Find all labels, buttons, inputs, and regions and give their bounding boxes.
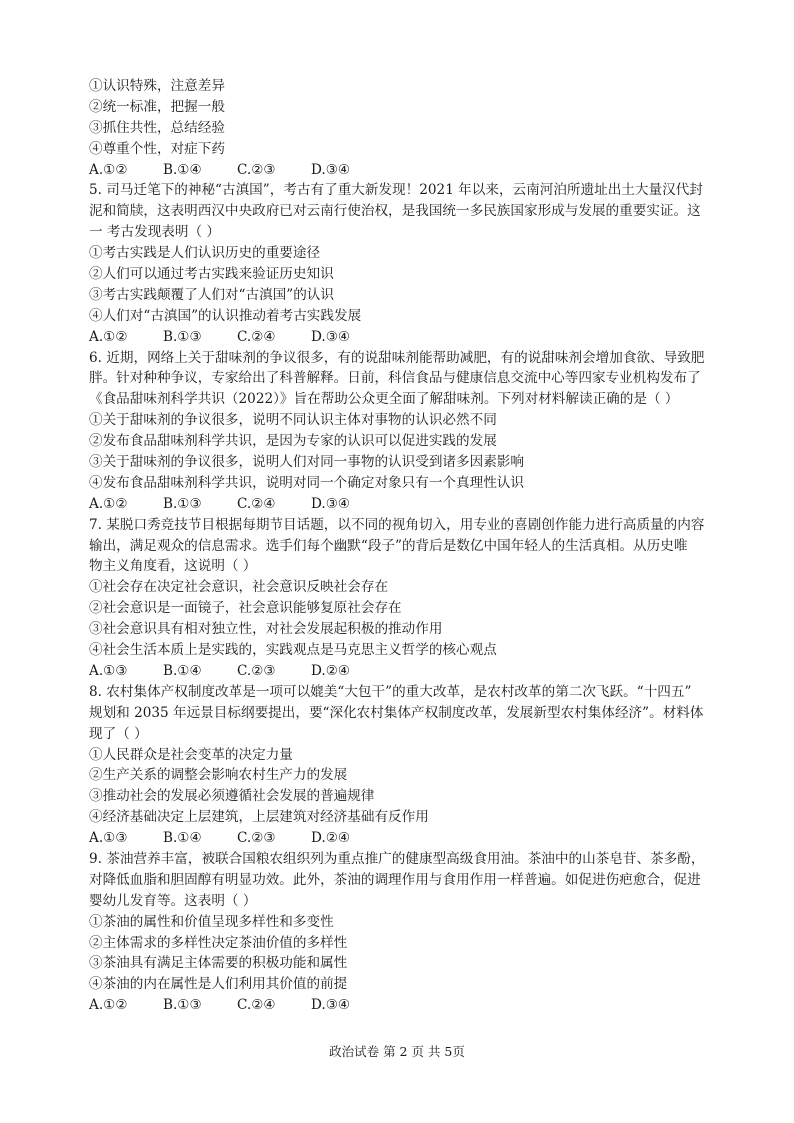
question-stem: 输出，满足观众的信息需求。选手们每个幽默“段子”的背后是数亿中国年轻人的生活真相。从历史唯 [89,537,688,554]
option-item: ③考古实践颠覆了人们对“古滇国”的认识 [89,286,334,303]
choice-b: B.①③ [163,328,202,345]
choice-b: B.①③ [163,997,202,1014]
page-footer: 政治试卷 第 2 页 共 5页 [329,1044,465,1059]
option-item: ④尊重个性，对症下药 [89,140,225,157]
question-stem: 规划和 2035 年远景目标纲要提出，要“深化农村集体产权制度改革，发展新型农村集体经济”。材料体 [89,704,704,721]
choice-c: C.②③ [237,662,276,679]
question-8 [89,682,729,849]
option-item: ①茶油的属性和价值呈现多样性和多变性 [89,913,334,930]
choice-b: B.①④ [163,161,202,178]
choice-d: D.②④ [311,662,351,679]
choice-d: D.③④ [311,328,351,345]
question-6 [89,348,729,515]
choice-a: A.①② [89,161,128,178]
option-item: ④经济基础决定上层建筑，上层建筑对经济基础有反作用 [89,809,429,826]
choice-d: D.③④ [311,997,351,1014]
answer-choices [89,327,729,348]
question-stem: 胖。针对种种争议，专家给出了科普解释。日前，科信食品与健康信息交流中心等四家专业机构发布了 [89,370,701,387]
choice-b: B.①④ [163,830,202,847]
option-item: ③茶油具有满足主体需要的积极功能和属性 [89,955,348,972]
option-item: ①关于甜味剂的争议很多，说明不同认识主体对事物的认识必然不同 [89,412,497,429]
option-item: ③推动社会的发展必须遵循社会发展的普遍规律 [89,788,375,805]
choice-b: B.①④ [163,662,202,679]
question-stem: 《食品甜味剂科学共识（2022）》旨在帮助公众更全面了解甜味剂。下列对材料解读正确的是（ ） [89,391,679,408]
exam-page-body [89,76,729,1016]
question-stem: 对降低血脂和胆固醇有明显功效。此外，茶油的调理作用与食用作用一样普遍。如促进伤疤愈合，促进 [89,871,701,888]
option-item: ②人们可以通过考古实践来验证历史知识 [89,266,334,283]
choice-d: D.②④ [311,830,351,847]
choice-c: C.②④ [237,997,276,1014]
question-stem: 7. 某脱口秀竞技节目根据每期节目话题，以不同的视角切入，用专业的喜剧创作能力进行高质量的内容 [89,516,705,533]
option-item: ①社会存在决定社会意识，社会意识反映社会存在 [89,579,389,596]
option-item: ②发布食品甜味剂科学共识，是因为专家的认识可以促进实践的发展 [89,433,497,450]
choice-a: A.①② [89,997,128,1014]
answer-choices [89,828,729,849]
choice-d: D.③④ [311,161,351,178]
option-item: ③抓住共性，总结经验 [89,119,225,136]
option-item: ③关于甜味剂的争议很多，说明人们对同一事物的认识受到诸多因素影响 [89,454,524,471]
choice-c: C.②③ [237,830,276,847]
question-4-tail [89,76,729,180]
option-item: ②生产关系的调整会影响农村生产力的发展 [89,767,348,784]
question-7 [89,515,729,682]
question-stem: 现了（ ） [89,725,148,742]
question-stem: 6. 近期，网络上关于甜味剂的争议很多，有的说甜味剂能帮助减肥，有的说甜味剂会增加食欲、导致肥 [89,349,705,366]
choice-c: C.②④ [237,328,276,345]
option-item: ④人们对“古滇国”的认识推动着考古实践发展 [89,307,362,324]
question-stem: 8. 农村集体产权制度改革是一项可以媲美“大包干”的重大改革，是农村改革的第二次飞跃。“十四五” [89,683,692,700]
option-item: ④发布食品甜味剂科学共识，说明对同一个确定对象只有一个真理性认识 [89,474,524,491]
option-item: ③社会意识具有相对独立性，对社会发展起积极的推动作用 [89,621,443,638]
choice-c: C.②③ [237,161,276,178]
choice-d: D.③④ [311,495,351,512]
question-9 [89,849,729,1016]
choice-b: B.①③ [163,495,202,512]
question-stem: 一 考古发现表明（ ） [89,224,220,241]
answer-choices [89,160,729,181]
question-stem: 物主义角度看，这说明（ ） [89,558,257,575]
option-item: ②主体需求的多样性决定茶油价值的多样性 [89,934,348,951]
option-item: ①人民群众是社会变革的决定力量 [89,746,293,763]
question-stem: 泥和简牍，这表明西汉中央政府已对云南行使治权，是我国统一多民族国家形成与发展的重要实证。这 [89,203,701,220]
option-item: ④茶油的内在属性是人们利用其价值的前提 [89,976,348,993]
option-item: ①认识特殊，注意差异 [89,78,225,94]
choice-a: A.①② [89,495,128,512]
option-item: ②统一标准，把握一般 [89,98,225,115]
question-stem: 5. 司马迁笔下的神秘“古滇国”，考古有了重大新发现！2021 年以来，云南河泊所遗址出土大量汉代封 [89,182,703,199]
answer-choices [89,995,729,1016]
answer-choices [89,661,729,682]
answer-choices [89,494,729,515]
choice-a: A.①② [89,328,128,345]
option-item: ④社会生活本质上是实践的，实践观点是马克思主义哲学的核心观点 [89,642,497,659]
question-stem: 9. 茶油营养丰富，被联合国粮农组织列为重点推广的健康型高级食用油。茶油中的山茶皂苷、茶多酚， [89,850,705,867]
choice-a: A.①③ [89,662,128,679]
choice-c: C.②④ [237,495,276,512]
question-5 [89,180,729,347]
option-item: ①考古实践是人们认识历史的重要途径 [89,245,321,262]
option-item: ②社会意识是一面镜子，社会意识能够复原社会存在 [89,600,402,617]
choice-a: A.①③ [89,830,128,847]
question-stem: 婴幼儿发育等。这表明（ ） [89,892,257,909]
